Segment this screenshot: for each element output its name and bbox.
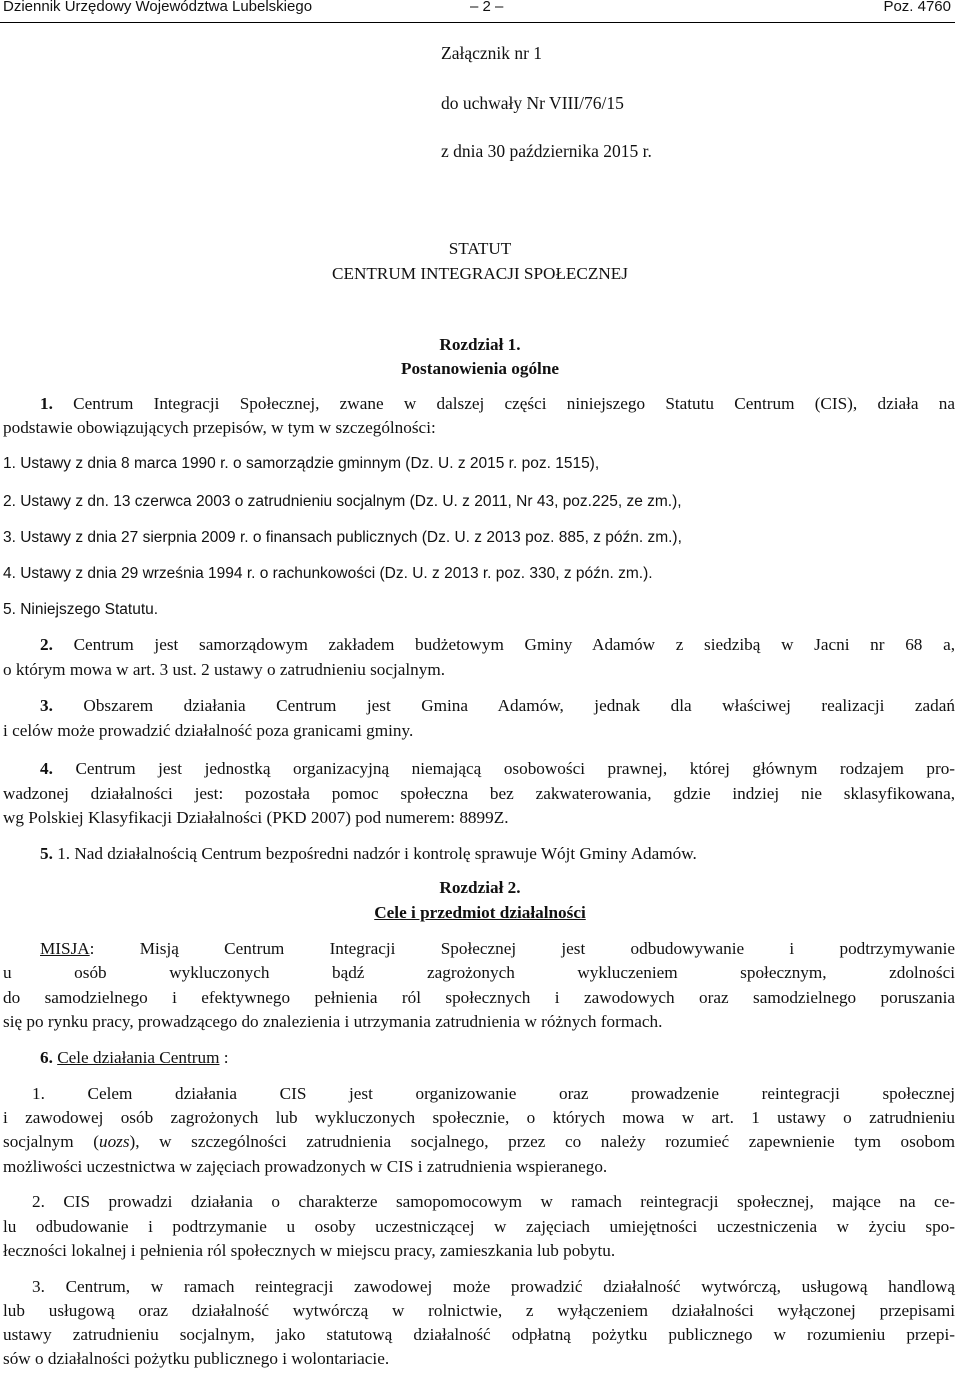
goal-2-line-2: lu odbudowanie i podtrzymanie u osoby uczestniczącej w zajęciach umiejętności uczestniczenia w życiu spo- — [3, 1217, 955, 1236]
legal-basis-item: 3. Ustawy z dnia 27 sierpnia 2009 r. o finansach publicznych (Dz. U. z 2013 poz. 885, z późn. zm.), — [3, 529, 682, 546]
goal-1-line-2: i zawodowej osób zagrożonych lub wykluczonych społecznie, o których mowa w art. 1 ustawy o zatrudnieniu — [3, 1108, 955, 1127]
goal-3-line-4: sów o działalności pożytku publicznego i wolontariacie. — [3, 1349, 390, 1368]
section-5: 5. 1. Nad działalnością Centrum bezpośredni nadzór i kontrolę sprawuje Wójt Gminy Adamów. — [40, 844, 697, 863]
chapter-2-label: Rozdział 2. — [439, 878, 521, 897]
legal-basis-item: 2. Ustawy z dn. 13 czerwca 2003 o zatrudnieniu socjalnym (Dz. U. z 2011, Nr 43, poz.225, ze zm.), — [3, 493, 682, 510]
chapter-1-label: Rozdział 1. — [439, 335, 521, 354]
chapter-1-title: Postanowienia ogólne — [400, 359, 560, 378]
goal-1-line-3: socjalnym (uozs), w szczególności zatrudnienia socjalnego, przez co należy rozumieć zapewnienie tym osobom — [3, 1132, 955, 1151]
mission-line-3: do samodzielnego i efektywnego pełnienia ról społecznych i zawodowych oraz samodzielnego poruszania — [3, 988, 955, 1007]
resolution-date: z dnia 30 października 2015 r. — [441, 141, 652, 161]
goal-2-line-1: 2. CIS prowadzi działania o charakterze samopomocowym w ramach reintegracji społecznej, mające na ce- — [32, 1192, 955, 1211]
section-1-line-1: 1. Centrum Integracji Społecznej, zwane w dalszej części niniejszego Statutu Centrum (CIS), działa na — [40, 394, 955, 413]
goal-2-line-3: łeczności lokalnej i pełnienia ról społecznych w miejscu pracy, zamieszkania lub pobytu. — [3, 1241, 616, 1260]
page-number: – 2 – — [470, 0, 504, 15]
goal-1-line-1: 1. Celem działania CIS jest organizowanie oraz prowadzenie reintegracji społecznej — [32, 1084, 955, 1103]
page-header — [0, 0, 955, 23]
annex-label: Załącznik nr 1 — [441, 43, 543, 63]
goal-1-line-4: możliwości uczestnictwa w zajęciach prowadzonych w CIS i zatrudnienia wspieranego. — [3, 1157, 608, 1176]
chapter-2-title: Cele i przedmiot działalności — [374, 903, 586, 922]
mission-line-4: się po rynku pracy, prowadzącego do znalezienia i utrzymania zatrudnienia w różnych formach. — [3, 1012, 663, 1031]
section-2-line-2: o którym mowa w art. 3 ust. 2 ustawy o zatrudnieniu socjalnym. — [3, 660, 446, 679]
section-3-line-2: i celów może prowadzić działalność poza granicami gminy. — [3, 721, 414, 740]
goal-3-line-2: lub usługową oraz działalność wytwórczą w rolnictwie, z wyłączeniem działalności wyłączonej przepisami — [3, 1301, 955, 1320]
statute-title: STATUT — [448, 239, 512, 258]
goal-3-line-1: 3. Centrum, w ramach reintegracji zawodowej może prowadzić działalność wytwórczą, usługową handlową — [32, 1277, 955, 1296]
mission-line-2: u osób wykluczonych bądź zagrożonych wykluczeniem społecznym, zdolności — [3, 963, 955, 982]
legal-basis-item: 1. Ustawy z dnia 8 marca 1990 r. o samorządzie gminnym (Dz. U. z 2015 r. poz. 1515), — [3, 455, 600, 472]
section-4-line-3: wg Polskiej Klasyfikacji Działalności (PKD 2007) pod numerem: 8899Z. — [3, 808, 509, 827]
mission-line-1: MISJA: Misją Centrum Integracji Społecznej jest odbudowywanie i podtrzymywanie — [40, 939, 955, 958]
statute-subtitle: CENTRUM INTEGRACJI SPOŁECZNEJ — [331, 264, 628, 283]
journal-title: Dziennik Urzędowy Województwa Lubelskiego — [3, 0, 313, 15]
section-1-line-2: podstawie obowiązujących przepisów, w tym w szczególności: — [3, 418, 436, 437]
mission-label: MISJA — [40, 939, 90, 958]
section-3-line-1: 3. Obszarem działania Centrum jest Gmina Adamów, jednak dla właściwej realizacji zadań — [40, 696, 955, 715]
position-number: Poz. 4760 — [883, 0, 951, 15]
section-2-line-1: 2. Centrum jest samorządowym zakładem budżetowym Gminy Adamów z siedzibą w Jacni nr 68 a, — [40, 635, 956, 654]
resolution-number: do uchwały Nr VIII/76/15 — [441, 93, 624, 113]
legal-basis-item: 5. Niniejszego Statutu. — [3, 601, 159, 618]
section-6-heading: 6. Cele działania Centrum : — [40, 1048, 229, 1067]
section-4-line-1: 4. Centrum jest jednostką organizacyjną niemającą osobowości prawnej, której głównym rodzajem pro- — [40, 759, 956, 778]
legal-basis-item: 4. Ustawy z dnia 29 września 1994 r. o rachunkowości (Dz. U. z 2013 r. poz. 330, z późn. zm.). — [3, 565, 653, 582]
goal-3-line-3: ustawy zatrudnieniu socjalnym, jako statutową działalność odpłatną pożytku publicznego w rozumieniu przepi- — [3, 1325, 955, 1344]
section-4-line-2: wadzonej działalności jest: pozostała pomoc społeczna bez zakwaterowania, gdzie indziej nie sklasyfikowana, — [3, 784, 955, 803]
